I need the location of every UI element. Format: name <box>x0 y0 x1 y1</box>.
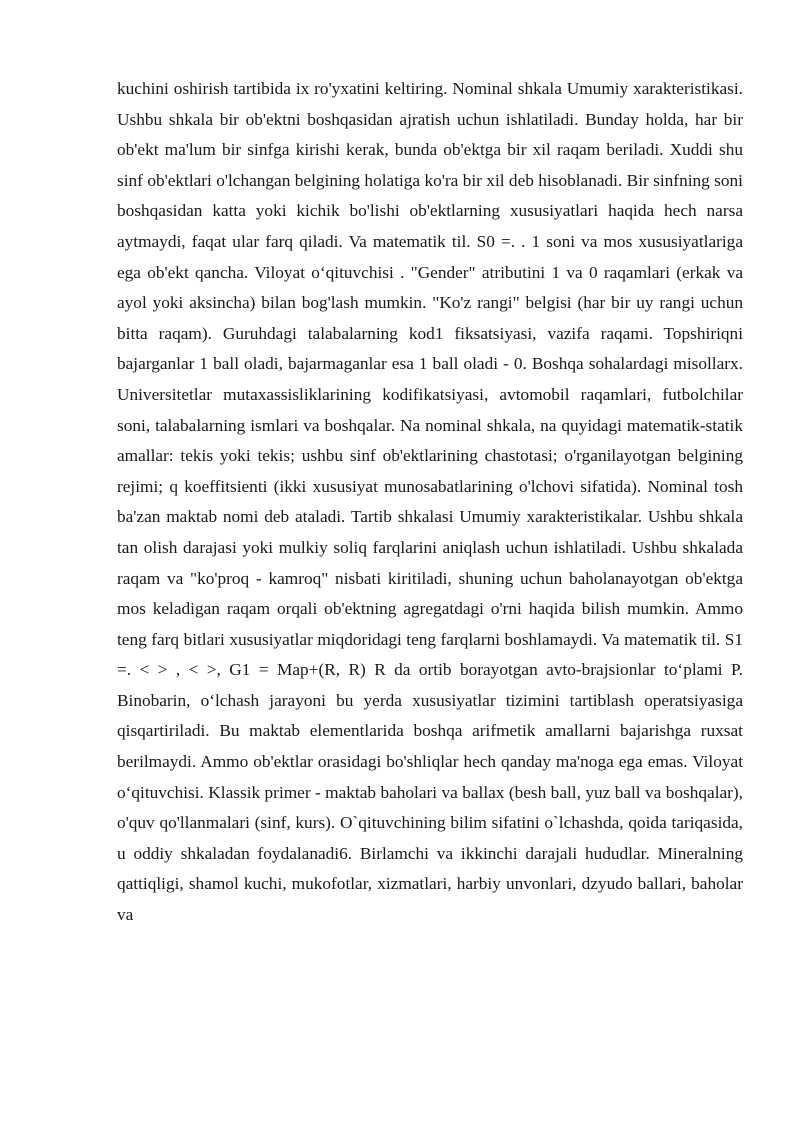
body-paragraph: kuchini oshirish tartibida ix ro'yxatini keltiring. Nominal shkala Umumiy xarakteristikasi. Ushbu shkala bir ob'ektni boshqasidan ajratish uchun ishlatiladi. Bunday holda, har bir ob'ekt ma'lum bir sinfga kirishi kerak, bunda ob'ektga bir xil raqam beriladi. Xuddi shu sinf ob'ektlari o'lchangan belgining holatiga ko'ra bir xil deb hisoblanadi. Bir sinfning soni boshqasidan katta yoki kichik bo'lishi ob'ektlarning xususiyatlari haqida hech narsa aytmaydi, faqat ular farq qiladi. Va matematik til. S0 =. . 1 soni va mos xususiyatlariga ega ob'ekt qancha. Viloyat o‘qituvchisi . "Gender" atributini 1 va 0 raqamlari (erkak va ayol yoki aksincha) bilan bog'lash mumkin. "Ko'z rangi" belgisi (har bir uy rangi uchun bitta raqam). Guruhdagi talabalarning kod1 fiksatsiyasi, vazifa raqami. Topshiriqni bajarganlar 1 ball oladi, bajarmaganlar esa 1 ball oladi - 0. Boshqa sohalardagi misollarx. Universitetlar mutaxassisliklarining kodifikatsiyasi, avtomobil raqamlari, futbolchilar soni, talabalarning ismlari va boshqalar. Na nominal shkala, na quyidagi matematik-statik amallar: tekis yoki tekis; ushbu sinf ob'ektlarining chastotasi; o'rganilayotgan belgining rejimi; q koeffitsienti (ikki xususiyat munosabatlarining o'lchovi sifatida). Nominal tosh ba'zan maktab nomi deb ataladi. Tartib shkalasi Umumiy xarakteristikalar. Ushbu shkala tan olish darajasi yoki mulkiy soliq farqlarini aniqlash uchun ishlatiladi. Ushbu shkalada raqam va "ko'proq - kamroq" nisbati kiritiladi, shuning uchun baholanayotgan ob'ektga mos keladigan raqam orqali ob'ektning agregatdagi o'rni haqida bilish mumkin. Ammo teng farq bitlari xususiyatlar miqdoridagi teng farqlarni boshlamaydi. Va matematik til. S1 =. < > , < >, G1 = Map+(R, R) R da ortib borayotgan avto-brajsionlar to‘plami P. Binobarin, o‘lchash jarayoni bu yerda xususiyatlar tizimini tartiblash operatsiyasiga qisqartiriladi. Bu maktab elementlarida boshqa arifmetik amallarni bajarishga ruxsat berilmaydi. Ammo ob'ektlar orasidagi bo'shliqlar hech qanday ma'noga ega emas. Viloyat o‘qituvchisi. Klassik primer - maktab baholari va ballax (besh ball, yuz ball va boshqalar), o'quv qo'llanmalari (sinf, kurs). O`qituvchining bilim sifatini o`lchashda, qoida tariqasida, u oddiy shkaladan foydalanadi6. Birlamchi va ikkinchi darajali hududlar. Mineralning qattiqligi, shamol kuchi, mukofotlar, xizmatlari, harbiy unvonlari, dzyudo ballari, baholar va <box>117 79 743 925</box>
